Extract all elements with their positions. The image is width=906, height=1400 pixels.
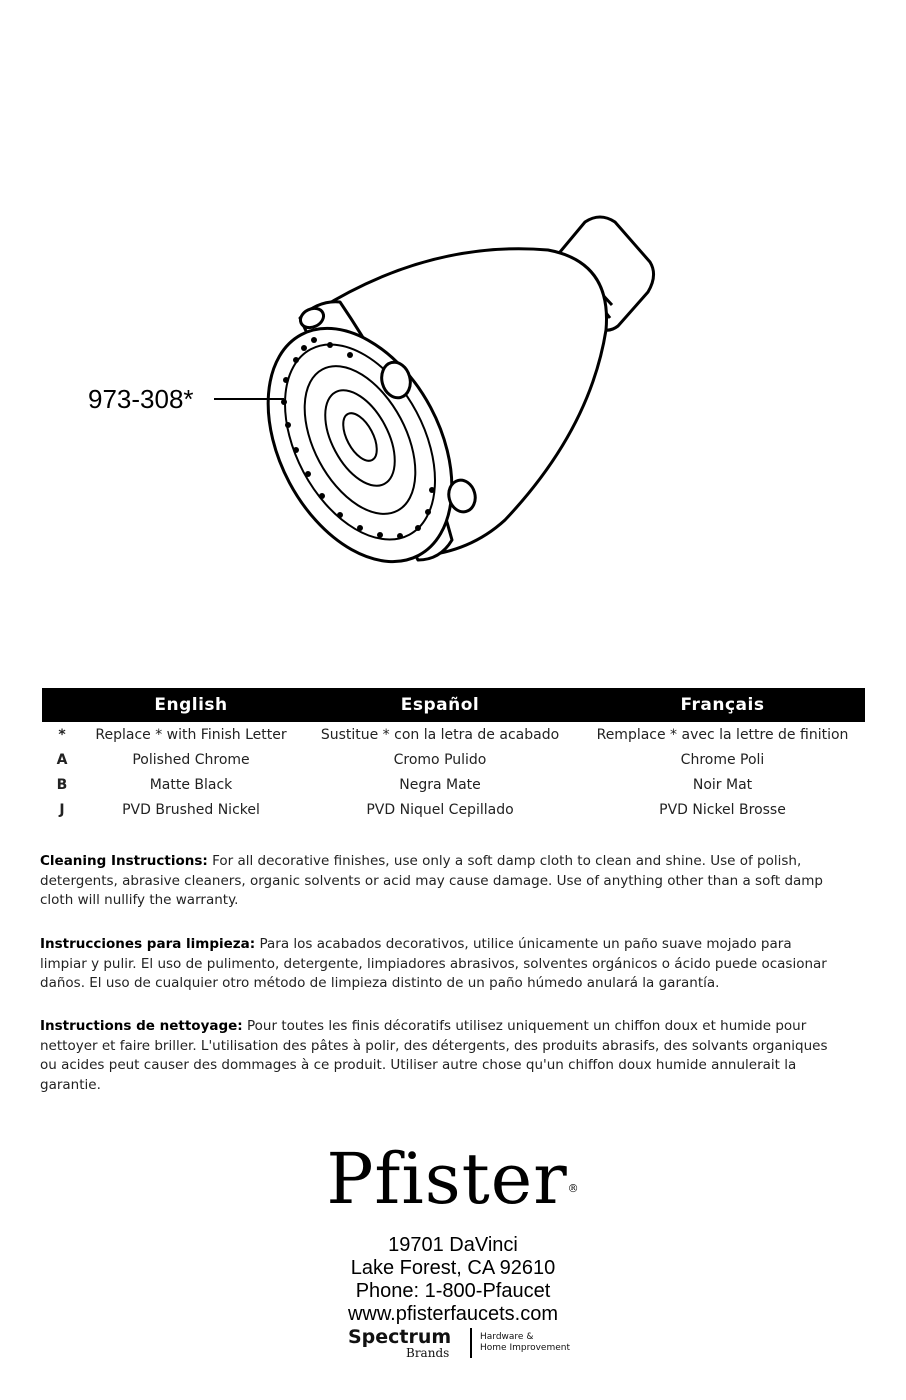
finish-english: Polished Chrome bbox=[132, 751, 250, 768]
finish-francais: Noir Mat bbox=[692, 776, 753, 793]
spectrum-tagline bbox=[480, 1332, 580, 1354]
address-line-1: 19701 DaVinci bbox=[388, 1234, 518, 1256]
table-header-row bbox=[42, 688, 865, 722]
cleaning-title-spanish: Instrucciones para limpieza: bbox=[40, 936, 256, 952]
spectrum-brands: Brands bbox=[406, 1346, 450, 1360]
finish-espanol: Negra Mate bbox=[399, 776, 481, 793]
cleaning-instructions-french bbox=[40, 1017, 840, 1095]
table-row bbox=[42, 722, 865, 747]
header-english: English bbox=[82, 688, 300, 722]
logo-text: Pfister bbox=[326, 1138, 568, 1220]
finish-espanol: Cromo Pulido bbox=[393, 751, 487, 768]
phone-number: Phone: 1-800-Pfaucet bbox=[355, 1280, 551, 1302]
spectrum-name: Spectrum bbox=[348, 1326, 452, 1348]
finish-francais: Remplace * avec la lettre de finition bbox=[596, 726, 849, 743]
cleaning-text-french: Pour toutes les finis décoratifs utilisez uniquement un chiffon doux et humide pour nettoyer et faire briller. L'utilisation des pâtes à polir, des détergents, des produits abrasifs, des solvants organiques ou acides peut causer des dommages à ce produit. Utiliser autre chose qu'un chiffon doux humide annulerait la garantie. bbox=[40, 1018, 828, 1093]
finish-espanol: PVD Niquel Cepillado bbox=[366, 801, 514, 818]
spectrum-tagline-line-1: Hardware & bbox=[480, 1332, 534, 1342]
cleaning-instructions-english bbox=[40, 852, 840, 911]
finish-code: A bbox=[56, 751, 68, 768]
cleaning-title-english: Cleaning Instructions: bbox=[40, 853, 208, 869]
cleaning-text-english: For all decorative finishes, use only a soft damp cloth to clean and shine. Use of polish, detergents, abrasive cleaners, organic solvents or acid may cause damage. Use of anything other than a soft damp cloth will nullify the warranty. bbox=[40, 853, 823, 908]
cleaning-instructions-spanish bbox=[40, 935, 840, 994]
finish-code: B bbox=[56, 776, 68, 793]
table-row bbox=[42, 747, 865, 772]
table-row bbox=[42, 797, 865, 822]
website-link[interactable]: www.pfisterfaucets.com bbox=[347, 1303, 559, 1325]
part-number-label: 973-308* bbox=[88, 384, 194, 414]
finish-code: * bbox=[58, 726, 66, 743]
address-line-2: Lake Forest, CA 92610 bbox=[350, 1257, 556, 1279]
finish-francais: PVD Nickel Brosse bbox=[659, 801, 786, 818]
spectrum-tagline-line-2: Home Improvement bbox=[480, 1343, 570, 1353]
cleaning-text-spanish: Para los acabados decorativos, utilice únicamente un paño suave mojado para limpiar y pulir. El uso de pulimento, detergente, limpiadores abrasivos, solventes orgánicos o ácido puede ocasionar daños. El uso de cualquier otro método de limpieza distinto de un paño húmedo anulará la garantía. bbox=[40, 936, 827, 991]
finish-english: Replace * with Finish Letter bbox=[95, 726, 287, 743]
finish-english: Matte Black bbox=[149, 776, 233, 793]
cleaning-title-french: Instructions de nettoyage: bbox=[40, 1018, 243, 1034]
table-row bbox=[42, 772, 865, 797]
header-code bbox=[42, 688, 82, 722]
header-francais: Français bbox=[580, 688, 865, 722]
logo-divider bbox=[470, 1328, 472, 1358]
finish-table bbox=[42, 688, 865, 822]
finish-code: J bbox=[59, 801, 65, 818]
header-espanol: Español bbox=[300, 688, 580, 722]
registered-mark: ® bbox=[567, 1182, 580, 1195]
spectrum-brands-logo bbox=[348, 1326, 578, 1362]
finish-espanol: Sustitue * con la letra de acabado bbox=[320, 726, 560, 743]
finish-francais: Chrome Poli bbox=[680, 751, 765, 768]
finish-english: PVD Brushed Nickel bbox=[122, 801, 260, 818]
pfister-logo bbox=[0, 1134, 906, 1224]
